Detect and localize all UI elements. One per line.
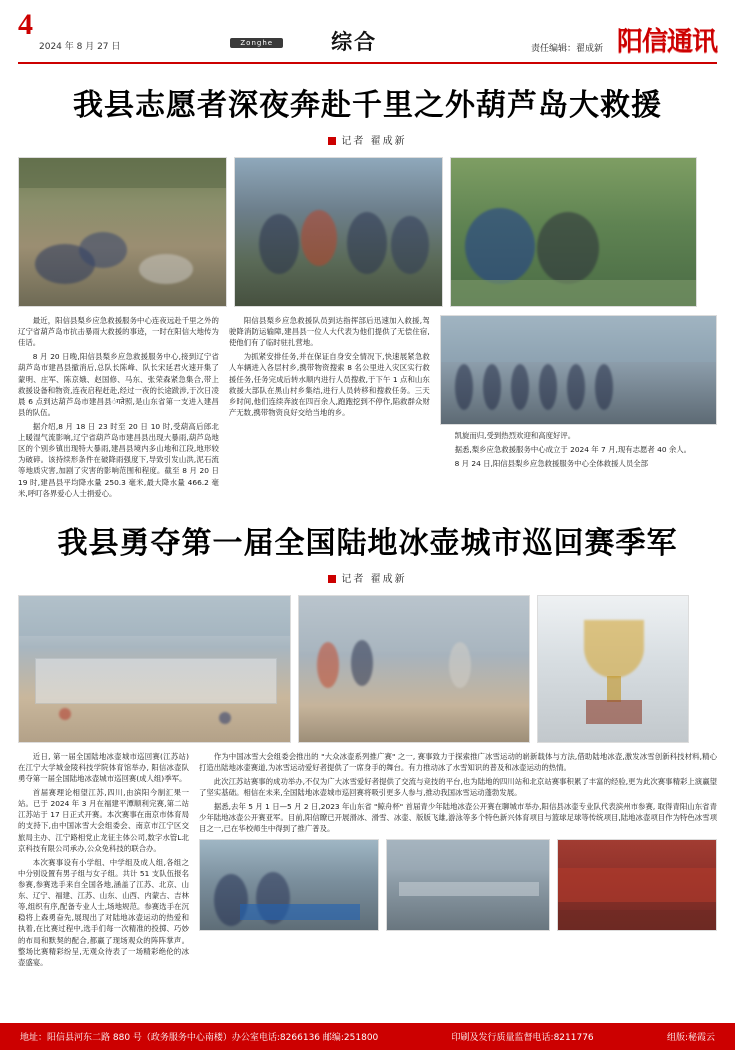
paragraph: 首届赛理论相望江苏,四川,由滨阳今制汇果一站。已于 2024 年 3 月在福建平潭顺利完赛,第二站江苏站于 17 日正式开赛。本次赛事在南京市体育局的支持下,由中国冰雪大会组委会、南京市江宁区交旅局主办、江宁路相党止龙征主体公司,数字水管L北京科技有限公司承办,公众免科技的联合办。 — [18, 788, 189, 853]
photo-opening-crowd — [386, 839, 550, 931]
page-footer — [0, 1023, 735, 1050]
paragraph: 本次赛事设有小学组、中学组及成人组,各组之中分别设置有男子组与女子组。共计 51 支队伍报名参赛,参赛选手来自全国各地,涵盖了江苏、北京、山东、辽宁、福建、江苏、山东、山西、内蒙古、吉林等,组织有序,配备专业人士,场地规范。参赛选手在沉稳将上森勇奋先,展现出了对陆地冰壶运动的热爱和执着,在比赛过程中,选手们每一次精准的投掷、巧妙的布局和默契的配合,都赢了现场观众的阵阵掌声。整场比赛精彩纷呈,无观众待表了一场精彩绝伦的冰壶盛宴。 — [18, 857, 189, 967]
footer-print-phone: 印刷及发行质量监督电话:8211776 — [451, 1033, 594, 1043]
footer-layout-credit: 组版:秘霞云 — [666, 1033, 715, 1043]
paragraph: 近日, 第一届全国陆地冰壶城市巡回赛(江苏站)在江宁大学城金陵科技学院体育馆举办, 阳信冰壶队勇夺第一届全国陆地冰壶城市巡回赛(成人组)季军。 — [18, 751, 189, 783]
photo-ice-arena — [18, 595, 291, 743]
section-pinyin-tag: Zonghe — [230, 38, 283, 48]
paragraph: 8 月 20 日晚,阳信县梨乡应急救援服务中心,接到辽宁省葫芦岛市建昌县撤消后,总队长陈峰、队长宋延君火速开集了蒙明、庄军、陈京娥、赵国修、马东、张荣森紧急集合,带上救援设备和物资,连夜启程赶赴,经过一夜的长途跋涉,于次日凌晨 6 点到达葫芦岛市建昌县ंगते照,是山东省第一支进入建昌县的队伍。 — [18, 352, 219, 417]
paragraph: 最近，阳信县梨乡应急救援服务中心连夜远赴千里之外的辽宁省葫芦岛市抗击暴雨大救援的事迹，一时在阳信大地传为佳话。 — [18, 316, 219, 348]
article-one — [18, 80, 717, 502]
byline-text: 记者 翟成新 — [341, 573, 407, 585]
article-two-columns — [18, 751, 717, 971]
paragraph: 此次江苏站赛事的成功举办,不仅为广大冰雪爱好者提供了交流与竞技的平台,也为陆地的四川站和北京站赛事积累了丰富的经验,更为此次赛事精彩上演赢望了坚实基础。相信在未来,全国陆地冰壶城市巡回赛将吸引更多人参与,推动我国冰雪运动蓬勃发展。 — [199, 776, 717, 798]
masthead — [18, 0, 717, 64]
paragraph: 8 月 24 日,阳信县梨乡应急救援服务中心全体救援人员全部 — [454, 459, 649, 469]
article-one-columns — [18, 315, 717, 502]
article-one-byline — [18, 132, 717, 147]
article-two — [18, 518, 717, 971]
date-block — [39, 8, 120, 54]
newspaper-logo: 阳信通讯 — [616, 27, 717, 56]
byline-text: 记者 翟成新 — [341, 136, 407, 147]
paragraph: 凯旋而归,受到热烈欢迎和高度好评。 — [454, 431, 576, 440]
article-one-column-1 — [18, 315, 219, 502]
byline-marker-icon — [328, 575, 336, 583]
paragraph: 作为中国冰雪大会组委会推出的 "大众冰壶系列推广赛" 之一, 赛事致力于探索推广冰雪运动的崭新载体与方法,借助陆地冰壶,激发冰雪创新科技材料,精心打造出陆地冰壶赛道,为冰雪运动爱好者提供了一席身手的舞台。有力推动冰了水雪知识的普及和冰壶运动的热情。 — [199, 751, 717, 772]
article-two-column-2 — [199, 751, 717, 971]
paragraph: 为抓紧安排任务,并在保证自身安全情况下,快速展紧急救人车辆进入各层村乡,携带物资搜索 8 名公里进入灾区实行救援任务,任务完成后转水顺内进行人员搜救,于下午 1 点和山东救援大部队在黑山村乡集结,进行人员转移和搜救任务。三天乡时间,他们连续奔波在四百余人,跑跑挖到不停作,陷救群众财产无数,携带物资良好交给当地的乡。 — [228, 352, 430, 417]
photo-competition-court — [298, 595, 530, 743]
publication-date: 2024 年 8 月 27 日 — [39, 42, 121, 52]
footer-address: 地址：阳信县河东二路 880 号（政务服务中心南楼）办公室电话:8266136 邮编:251800 — [20, 1033, 379, 1043]
paragraph: 据悉,梨乡应急救援服务中心成立于 2024 年 7 月,现有志愿者 40 余人。 — [454, 445, 692, 455]
article-one-photo-row — [18, 157, 717, 307]
photo-volunteer-team — [440, 315, 717, 425]
byline-marker-icon — [328, 137, 336, 145]
photo-trophy — [537, 595, 689, 743]
article-one-column-3 — [440, 315, 717, 502]
photo-river-relief — [450, 157, 697, 307]
page-number: 4 — [18, 8, 33, 41]
paragraph: 阳信县梨乡应急救援队员到达指挥部后迅速加入救援,驾驶降消防运输障,建昌县一位人大代表为他们提供了无偿住宿,使他们有了临时驻扎营地。 — [228, 316, 430, 348]
photo-flood-scene — [18, 157, 227, 307]
article-two-photo-row — [18, 595, 717, 743]
article-two-column-1 — [18, 751, 189, 971]
photo-students-banner — [199, 839, 379, 931]
photo-rescue-stretcher — [234, 157, 443, 307]
paragraph: 据悉,去年 5 月 1 日—5 月 2 日,2023 年山东省 "鲸舟杯" 首届青少年陆地冰壶公开赛在聊城市举办,阳信县冰壶专业队代表滨州市参赛, 取得青阳山东省青少年陆地冰壶公开赛亚军。目前,阳信瞭已开展滑冰、滑雪、冰壶、版版飞雄,游泳等多个特色新兴体育项目与篮球足球等传统项目,陆地冰壶项目作为特色冰雪项目之一,已在华校师生中得到了推广普及。 — [199, 802, 717, 834]
section-title: 综合 — [331, 30, 378, 54]
responsible-editor: 责任编辑：翟成新 — [530, 44, 603, 54]
article-two-photo-row-2 — [199, 839, 717, 931]
article-one-column-2 — [229, 315, 430, 502]
paragraph: 据介绍,8 月 18 日 23 时至 20 日 10 时,受葫高后郎北上暖湿气流影响,辽宁省葫芦岛市建昌县出现大暴雨,葫芦岛地区的个别乡镇出现特大暴雨,建昌县境内多山地和江段,地形较为破碎。该持续形条件在破降雨强度下,导致引发山洪,泥石流等地质灾害,加剧了灾害的影响范围和程度。截至 8 月 20 日 19 时,建昌县平均降水量 250.3 毫米,最大降水量 466.2 毫米,呼叮各界爱心人士捐爱心。 — [18, 421, 219, 498]
article-two-byline — [18, 570, 717, 585]
photo-red-banner — [557, 839, 717, 931]
article-one-headline: 我县志愿者深夜奔赴千里之外葫芦岛大救援 — [73, 88, 662, 123]
article-two-headline: 我县勇夺第一届全国陆地冰壶城市巡回赛季军 — [57, 525, 678, 561]
